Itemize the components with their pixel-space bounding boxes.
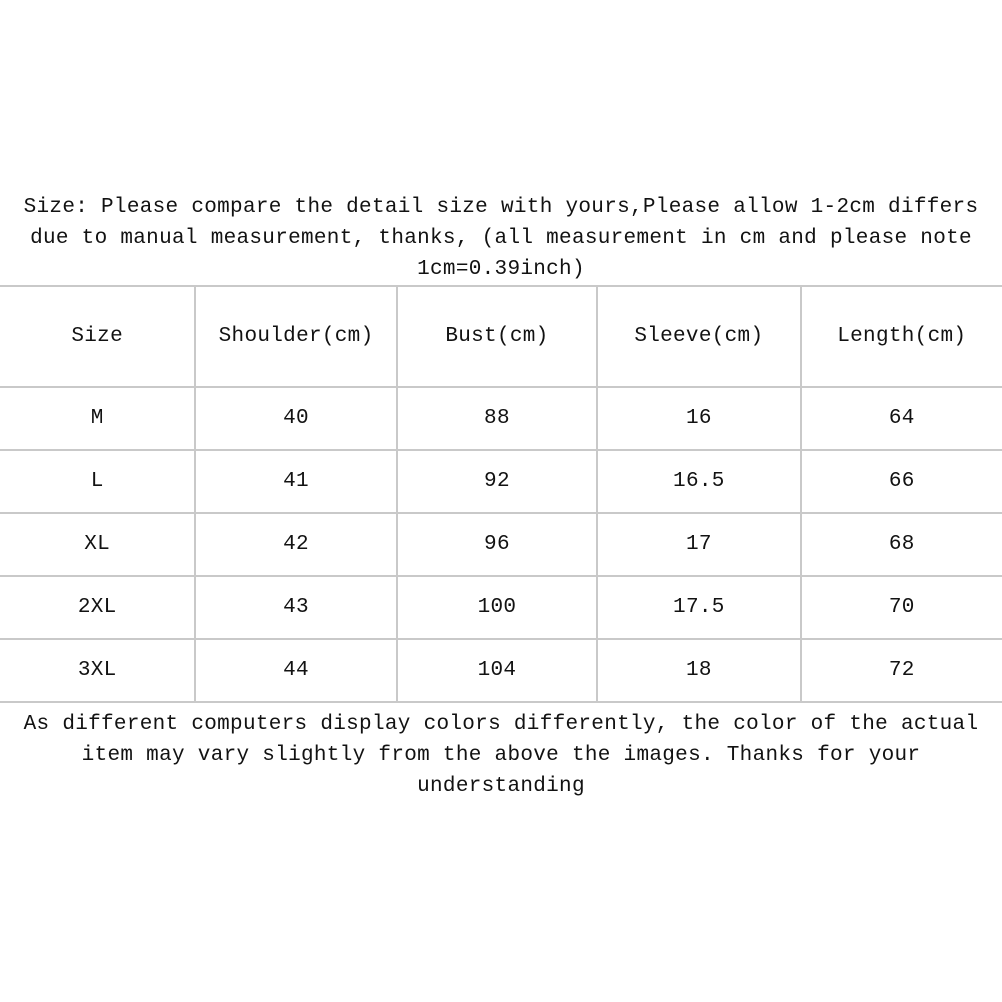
column-header-shoulder: Shoulder(cm)	[195, 286, 396, 387]
cell-bust: 96	[397, 513, 597, 576]
cell-bust: 88	[397, 387, 597, 450]
color-disclaimer-note	[0, 709, 1002, 802]
size-table	[0, 285, 1002, 703]
cell-shoulder: 44	[195, 639, 396, 702]
measurement-note	[0, 0, 1002, 285]
cell-shoulder: 43	[195, 576, 396, 639]
cell-bust: 92	[397, 450, 597, 513]
cell-shoulder: 41	[195, 450, 396, 513]
cell-size: 2XL	[0, 576, 195, 639]
color-disclaimer-line-1: As different computers display colors differently, the color of the actual	[23, 713, 979, 736]
cell-bust: 104	[397, 639, 597, 702]
cell-size: 3XL	[0, 639, 195, 702]
table-row-3xl	[0, 639, 1002, 702]
cell-length: 66	[801, 450, 1002, 513]
measurement-note-line-3: 1cm=0.39inch)	[417, 258, 585, 281]
cell-sleeve: 16.5	[597, 450, 800, 513]
cell-sleeve: 16	[597, 387, 800, 450]
color-disclaimer-line-3: understanding	[417, 775, 585, 798]
cell-size: M	[0, 387, 195, 450]
cell-length: 72	[801, 639, 1002, 702]
cell-length: 70	[801, 576, 1002, 639]
table-row-2xl	[0, 576, 1002, 639]
table-row-xl	[0, 513, 1002, 576]
cell-length: 68	[801, 513, 1002, 576]
cell-sleeve: 17	[597, 513, 800, 576]
cell-shoulder: 40	[195, 387, 396, 450]
column-header-sleeve: Sleeve(cm)	[597, 286, 800, 387]
cell-sleeve: 17.5	[597, 576, 800, 639]
table-header-row	[0, 286, 1002, 387]
table-row-l	[0, 450, 1002, 513]
column-header-length: Length(cm)	[801, 286, 1002, 387]
cell-size: XL	[0, 513, 195, 576]
column-header-size: Size	[0, 286, 195, 387]
table-row-m	[0, 387, 1002, 450]
cell-bust: 100	[397, 576, 597, 639]
cell-size: L	[0, 450, 195, 513]
cell-length: 64	[801, 387, 1002, 450]
color-disclaimer-line-2: item may vary slightly from the above the images. Thanks for your	[81, 744, 921, 767]
measurement-note-line-2: due to manual measurement, thanks, (all measurement in cm and please note	[30, 227, 972, 250]
measurement-note-line-1: Size: Please compare the detail size with yours,Please allow 1-2cm differs	[23, 196, 979, 219]
cell-sleeve: 18	[597, 639, 800, 702]
column-header-bust: Bust(cm)	[397, 286, 597, 387]
cell-shoulder: 42	[195, 513, 396, 576]
